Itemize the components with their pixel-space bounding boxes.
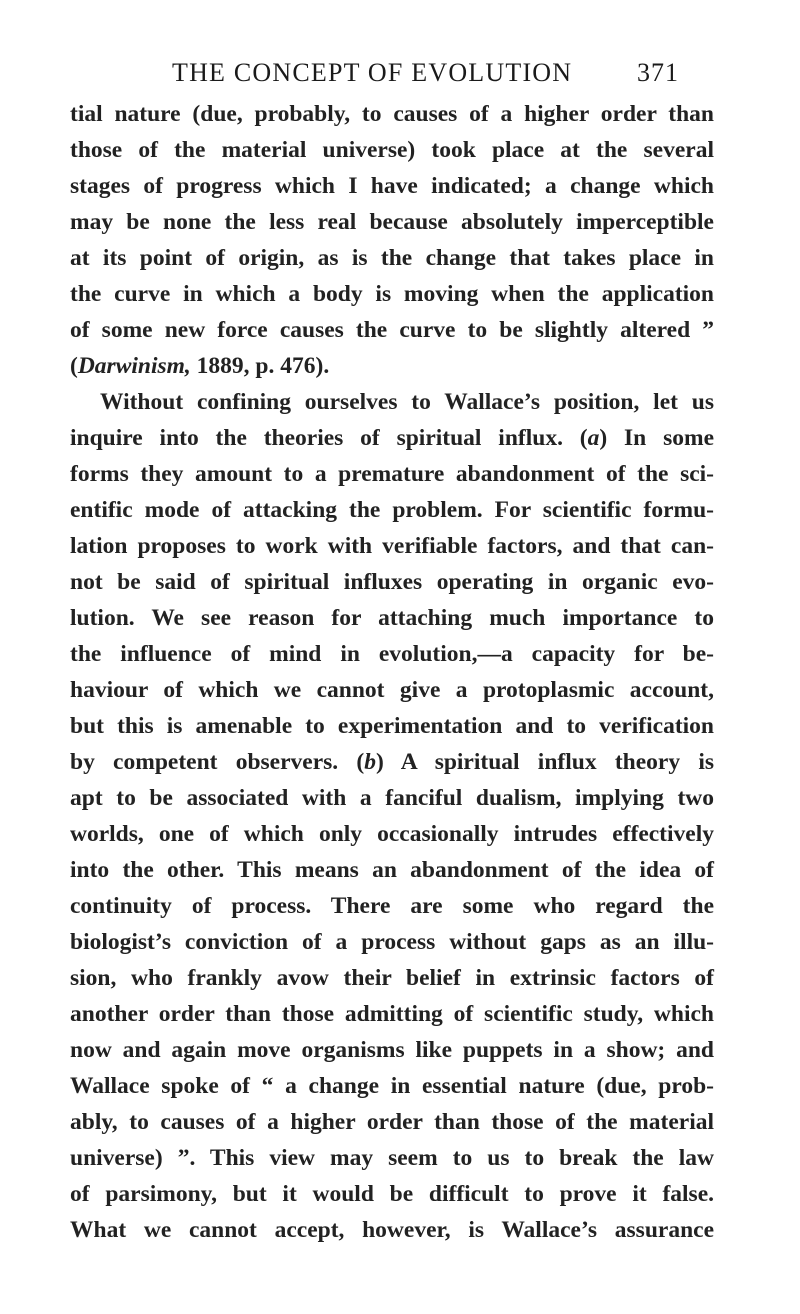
- text-line: may be none the less real because absolutely imperceptible: [70, 209, 714, 235]
- text-fragment: by competent observers. (: [70, 749, 365, 775]
- text-fragment: ) A spiritual influx theory is: [376, 749, 714, 775]
- text-line: apt to be associated with a fanciful dualism, implying two: [70, 785, 714, 811]
- text-line: universe) ”. This view may seem to us to break the law: [70, 1145, 714, 1171]
- text-line: haviour of which we cannot give a protoplasmic account,: [70, 677, 714, 703]
- text-line: forms they amount to a premature abandonment of the sci-: [70, 461, 714, 487]
- text-line: stages of progress which I have indicated; a change which: [70, 173, 714, 199]
- paragraph-first-line: Without confining ourselves to Wallace’s position, let us: [100, 389, 714, 415]
- text-line: lution. We see reason for attaching much importance to: [70, 605, 714, 631]
- running-head: THE CONCEPT OF EVOLUTION: [172, 58, 573, 87]
- text-line: ably, to causes of a higher order than those of the material: [70, 1109, 714, 1135]
- text-line: the curve in which a body is moving when the application: [70, 281, 714, 307]
- text-fragment: inquire into the theories of spiritual influx. (: [70, 425, 588, 451]
- text-line: worlds, one of which only occasionally intrudes effectively: [70, 821, 714, 847]
- page-number: 371: [637, 58, 679, 87]
- text-line: another order than those admitting of scientific study, which: [70, 1001, 714, 1027]
- text-line: now and again move organisms like puppets in a show; and: [70, 1037, 714, 1063]
- enumerator-b: b: [364, 749, 376, 775]
- text-line: those of the material universe) took place at the several: [70, 137, 714, 163]
- text-line: of some new force causes the curve to be slightly altered ”: [70, 317, 714, 343]
- text-line: entific mode of attacking the problem. For scientific formu-: [70, 497, 714, 523]
- text-line: sion, who frankly avow their belief in extrinsic factors of: [70, 965, 714, 991]
- text-line: biologist’s conviction of a process without gaps as an illu-: [70, 929, 714, 955]
- text-line: not be said of spiritual influxes operating in organic evo-: [70, 569, 714, 595]
- text-line: Wallace spoke of “ a change in essential nature (due, prob-: [70, 1073, 714, 1099]
- text-fragment: ) In some: [599, 425, 714, 451]
- citation-rest: 1889, p. 476).: [190, 353, 330, 379]
- text-line: the influence of mind in evolution,—a capacity for be-: [70, 641, 714, 667]
- citation-line: [70, 348, 714, 384]
- text-line: continuity of process. There are some who regard the: [70, 893, 714, 919]
- citation-title: Darwinism,: [77, 353, 191, 379]
- text-line: [70, 744, 714, 780]
- enumerator-a: a: [587, 425, 600, 451]
- text-line: of parsimony, but it would be difficult to prove it false.: [70, 1181, 714, 1207]
- text-line: at its point of origin, as is the change that takes place in: [70, 245, 714, 271]
- text-line: into the other. This means an abandonment of the idea of: [70, 857, 714, 883]
- text-line: but this is amenable to experimentation and to verification: [70, 713, 714, 739]
- text-line: [70, 420, 714, 456]
- page-header: [0, 58, 800, 92]
- text-line: tial nature (due, probably, to causes of a higher order than: [70, 101, 714, 127]
- citation-open: (: [70, 353, 78, 379]
- text-line: What we cannot accept, however, is Wallace’s assurance: [70, 1217, 714, 1243]
- text-line: lation proposes to work with verifiable factors, and that can-: [70, 533, 714, 559]
